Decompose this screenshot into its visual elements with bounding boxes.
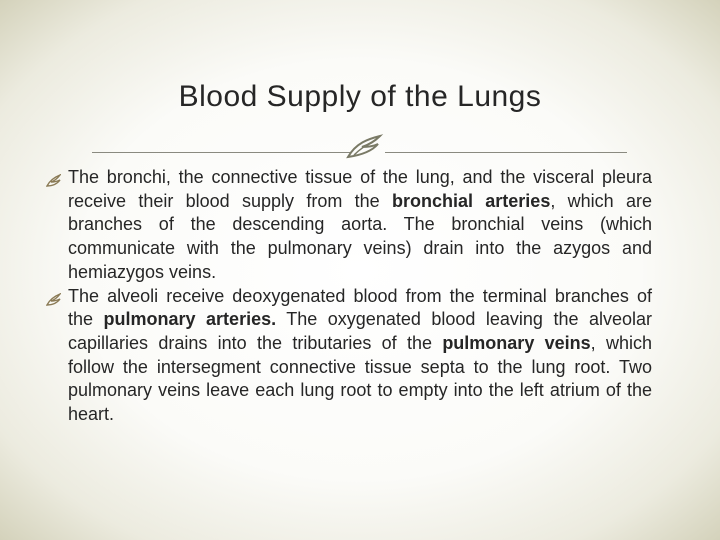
title-divider-left <box>92 152 352 153</box>
bullet-text: The alveoli receive deoxygenated blood from the terminal branches of the <box>68 285 652 330</box>
bullet-item-bronchial <box>46 166 652 285</box>
bullet-text: , which follow the intersegment connective tissue septa to the lung root. Two pulmonary veins leave each lung root to empty into the left atrium of the heart. <box>68 332 652 425</box>
ornate-bullet-icon <box>46 290 61 304</box>
fleuron-icon <box>344 133 384 161</box>
slide-title: Blood Supply of the Lungs <box>178 80 542 113</box>
bullet-list <box>46 166 652 427</box>
bullet-text: The oxygenated blood leaving the alveolar capillaries drains into the tributaries of the <box>68 309 652 353</box>
bullet-text: The bronchi, the connective tissue of the lung, and the visceral pleura receive their blood supply from the <box>68 167 652 211</box>
title-divider-right <box>385 152 627 153</box>
bullet-item-alveoli <box>46 285 652 427</box>
bold-term: pulmonary veins <box>442 332 591 353</box>
bullet-text: , which are branches of the descending aorta. The bronchial veins (which communicate with the pulmonary veins) drain into the azygos and hemiazygos veins. <box>68 190 652 282</box>
bold-term: bronchial arteries <box>391 190 551 211</box>
bold-term: pulmonary arteries. <box>103 309 277 330</box>
ornate-bullet-icon <box>46 171 61 185</box>
